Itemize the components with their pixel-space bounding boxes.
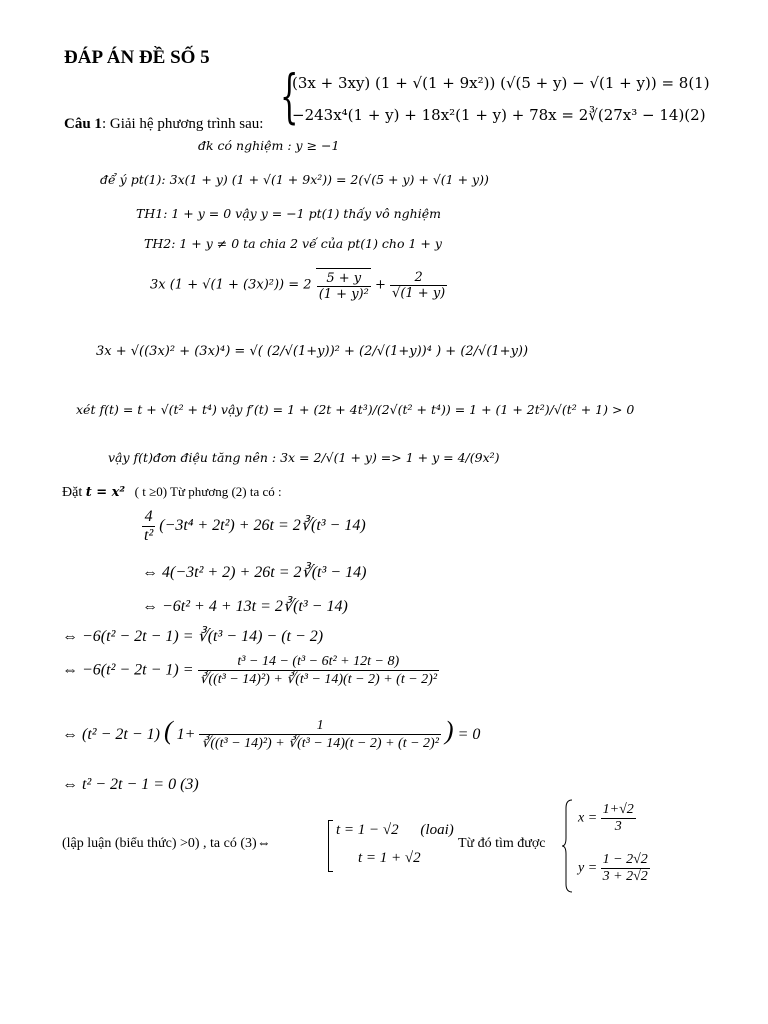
result-x <box>578 802 636 835</box>
fraction-numerator: 4 <box>142 508 155 527</box>
eq-step-5 <box>62 654 439 688</box>
system-equation-1: (3x + 3xy) (1 + √(1 + 9x²)) (√(5 + y) − √(1 + y)) = 8(1) <box>292 74 710 92</box>
eq-step-6-left: ⇔ (t² − 2t − 1) <box>62 726 160 743</box>
step-symmetric-form <box>96 344 528 359</box>
solution-case-1-note: (loai) <box>420 822 454 838</box>
step-symmetric-left: 3x + √((3x)² + (3x)⁴) = <box>96 344 246 359</box>
result-y-fraction <box>601 852 650 885</box>
left-paren: ( <box>163 716 173 745</box>
substitution-note: ( t ≥0) Từ phương (2) ta có : <box>134 484 282 499</box>
step-monotonic: vậy f(t)đơn điệu tăng nên : 3x = 2/√(1 + y) => 1 + y = 4/(9x²) <box>108 450 500 465</box>
step-symmetric-right: √( (2/√(1+y))² + (2/√(1+y))⁴ ) + (2/√(1+y)) <box>249 344 529 359</box>
fraction-numerator: 2 <box>390 270 447 286</box>
eq-step-7: ⇔ t² − 2t − 1 = 0 (3) <box>62 776 199 793</box>
result-x-label: x = <box>578 810 598 826</box>
eq-step-8-text: (lập luận (biểu thức) >0) , ta có (3)⇔ <box>62 836 271 851</box>
eq-step-6-right: = 0 <box>457 726 481 743</box>
fraction-numerator: 1+√2 <box>602 802 634 817</box>
step-function-study: xét f(t) = t + √(t² + t⁴) vậy f′(t) = 1 + (2t + 4t³)/(2√(t² + t⁴)) = 1 + (1 + 2t²)/√(t² + 1) > 0 <box>76 402 635 417</box>
fraction-denominator: t² <box>144 527 154 544</box>
eq-step-3: ⇔ −6t² + 4 + 13t = 2∛(t³ − 14) <box>142 598 348 615</box>
solution-case-1-value: t = 1 − √2 <box>336 822 399 838</box>
step-divided-left: 3x (1 + √(1 + (3x)²)) = 2 <box>150 277 312 293</box>
fraction-numerator: 1 <box>199 718 441 735</box>
fraction-2 <box>390 270 447 301</box>
eq-step-6 <box>62 716 480 752</box>
eq-step-5-left: ⇔ −6(t² − 2t − 1) = <box>62 661 194 679</box>
fraction-denominator: ∛((t³ − 14)²) + ∛(t³ − 14)(t − 2) + (t − 2)² <box>201 736 439 752</box>
system-brace: { <box>280 62 299 130</box>
fraction-numerator: 5 + y <box>317 271 371 287</box>
result-x-fraction <box>601 802 636 835</box>
fraction-numerator: 1 − 2√2 <box>602 852 648 867</box>
substitution-label: Đặt <box>62 485 83 500</box>
right-paren: ) <box>444 716 454 745</box>
step-observe-pt1: để ý pt(1): 3x(1 + y) (1 + √(1 + 9x²)) = 2(√(5 + y) + √(1 + y)) <box>100 172 489 187</box>
fraction-4-t2 <box>142 508 155 545</box>
step-divided-sqrt <box>316 268 371 302</box>
fraction-denominator: (1 + y)² <box>318 287 369 302</box>
eq-step-6-one: 1+ <box>176 726 196 743</box>
result-y-label: y = <box>578 860 598 876</box>
result-y <box>578 852 650 885</box>
solution-case-1 <box>336 822 454 839</box>
question-1 <box>64 116 263 133</box>
substitution-expression: t = x² <box>85 485 126 500</box>
fraction-denominator: √(1 + y) <box>392 285 446 301</box>
fraction-denominator: 3 + 2√2 <box>602 869 648 884</box>
eq-step-6-fraction <box>199 718 441 752</box>
plus-sign: + <box>374 277 386 293</box>
fraction-numerator: t³ − 14 − (t³ − 6t² + 12t − 8) <box>198 654 440 671</box>
question-prompt: : Giải hệ phương trình sau: <box>101 116 264 132</box>
system-equation-2: −243x⁴(1 + y) + 18x²(1 + y) + 78x = 2∛(27x³ − 14)(2) <box>292 106 706 124</box>
result-intro: Từ đó tìm được <box>458 836 546 851</box>
solution-case-2: t = 1 + √2 <box>358 850 421 866</box>
fraction-denominator: ∛((t³ − 14)²) + ∛(t³ − 14)(t − 2) + (t − 2)² <box>199 672 438 687</box>
equation-system <box>280 62 720 136</box>
step-case-1: TH1: 1 + y = 0 vậy y = −1 pt(1) thấy vô nghiệm <box>136 206 441 221</box>
step-case-2: TH2: 1 + y ≠ 0 ta chia 2 vế của pt(1) cho 1 + y <box>144 236 442 251</box>
eq-step-1 <box>142 508 366 545</box>
step-divided-equation <box>150 268 447 302</box>
result-brace <box>562 798 572 894</box>
fraction-denominator: 3 <box>614 819 622 834</box>
eq-step-1-rest: (−3t⁴ + 2t²) + 26t = 2∛(t³ − 14) <box>159 517 366 535</box>
eq-step-2: ⇔ 4(−3t² + 2) + 26t = 2∛(t³ − 14) <box>142 564 367 581</box>
eq-step-4: ⇔ −6(t² − 2t − 1) = ∛(t³ − 14) − (t − 2) <box>62 628 324 645</box>
page-title: ĐÁP ÁN ĐỀ SỐ 5 <box>64 47 210 68</box>
step-condition: đk có nghiệm : y ≥ −1 <box>198 138 340 153</box>
eq-step-5-fraction <box>198 654 440 688</box>
fraction-5y <box>317 271 371 302</box>
solution-bracket <box>328 820 333 872</box>
brace-icon <box>562 798 574 894</box>
question-label: Câu 1 <box>64 116 102 132</box>
step-substitution <box>62 484 282 501</box>
